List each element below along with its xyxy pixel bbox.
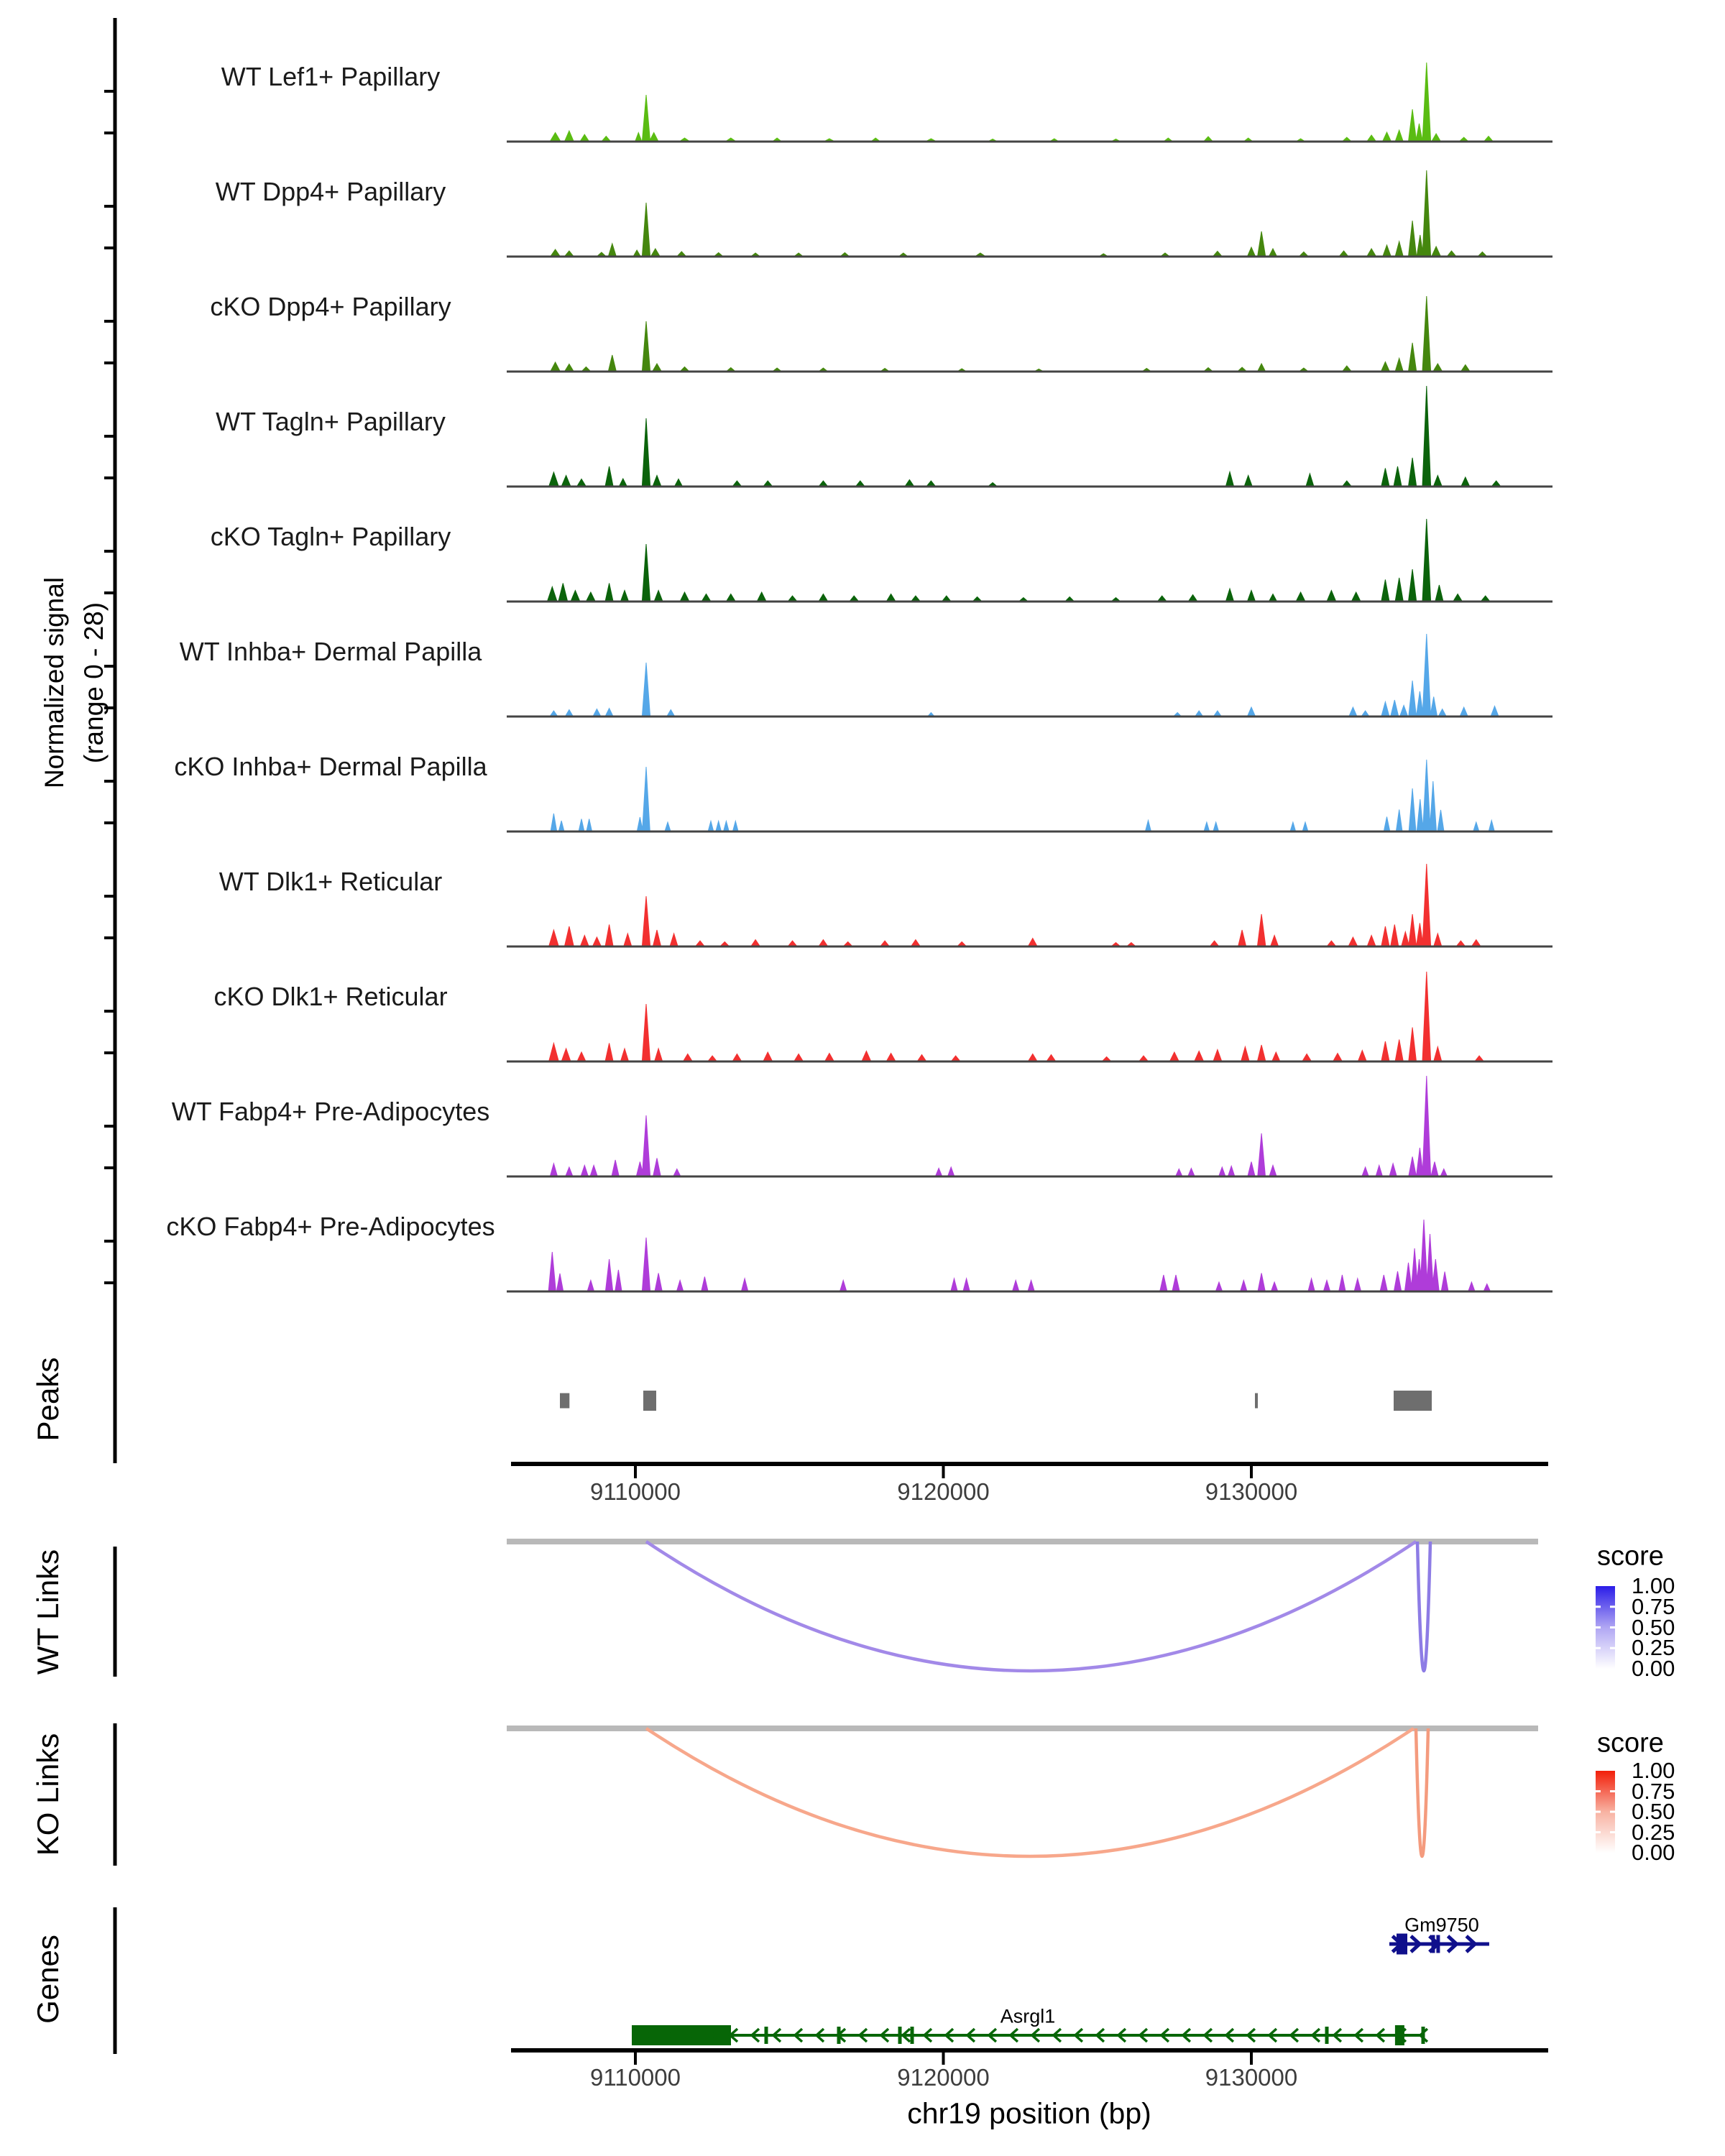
- coverage-track-wt-inhba-dermal-papilla: [507, 634, 1552, 717]
- ruler-tick-label-bottom-0: 9110000: [589, 2064, 681, 2091]
- gene-exon-tick: [765, 2027, 768, 2044]
- track-label-wt-dpp4-papillary: WT Dpp4+ Papillary: [215, 177, 446, 206]
- gene-exon-box: [632, 2025, 731, 2045]
- ko-score-tick-0.25: 0.25: [1632, 1820, 1675, 1845]
- y-axis-label-line1: Normalized signal: [40, 576, 69, 789]
- ruler-tick-label-bottom-1: 9120000: [897, 2064, 990, 2091]
- track-label-cko-tagln-papillary: cKO Tagln+ Papillary: [210, 522, 451, 551]
- links-arcs: [507, 1542, 1538, 1856]
- wt-score-tick-0.25: 0.25: [1632, 1635, 1675, 1660]
- coverage-track-cko-dpp4-papillary: [507, 296, 1552, 372]
- gene-label-gm9750: Gm9750: [1404, 1914, 1479, 1936]
- ko-score-tick-0.00: 0.00: [1632, 1840, 1675, 1865]
- signal-area: [507, 296, 1552, 372]
- link-arc: [646, 1542, 1416, 1671]
- track-label-wt-dlk1-reticular: WT Dlk1+ Reticular: [218, 867, 443, 896]
- track-label-cko-inhba-dermal-papilla: cKO Inhba+ Dermal Papilla: [174, 752, 487, 781]
- section-label-wt-links: WT Links: [31, 1549, 65, 1675]
- section-label-peaks: Peaks: [31, 1357, 65, 1442]
- signal-area: [507, 1076, 1552, 1176]
- track-label-cko-dlk1-reticular: cKO Dlk1+ Reticular: [213, 982, 448, 1011]
- peak-box: [560, 1393, 569, 1409]
- score-legend-bars: [1596, 1586, 1615, 1853]
- ko-score-tick-0.75: 0.75: [1632, 1779, 1675, 1804]
- x-axis-title: chr19 position (bp): [907, 2096, 1151, 2130]
- coverage-track-wt-fabp4-pre-adipocytes: [507, 1076, 1552, 1176]
- link-arc: [1417, 1542, 1430, 1671]
- track-label-wt-inhba-dermal-papilla: WT Inhba+ Dermal Papilla: [179, 637, 482, 666]
- peak-box: [1255, 1393, 1258, 1409]
- signal-area: [507, 386, 1552, 487]
- wt-score-tick-0.75: 0.75: [1632, 1594, 1675, 1619]
- signal-area: [507, 1220, 1552, 1291]
- wt-score-legend-title: score: [1597, 1541, 1664, 1572]
- ruler-tick-label-top-1: 9120000: [897, 1478, 990, 1505]
- gene-model-gm9750: [1389, 1934, 1489, 1955]
- peak-box: [1394, 1391, 1432, 1411]
- link-arc: [646, 1728, 1414, 1856]
- coverage-track-cko-dlk1-reticular: [507, 972, 1552, 1061]
- gene-exon-tick: [911, 2027, 914, 2044]
- gene-model-asrgl1: [632, 2025, 1427, 2045]
- section-label-genes: Genes: [31, 1935, 65, 2024]
- signal-area: [507, 170, 1552, 257]
- wt-score-tick-0.50: 0.50: [1632, 1615, 1675, 1640]
- signal-area: [507, 63, 1552, 142]
- signal-area: [507, 634, 1552, 717]
- track-label-wt-tagln-papillary: WT Tagln+ Papillary: [216, 407, 446, 436]
- ko-score-legend-title: score: [1597, 1728, 1664, 1759]
- wt-links-panel: [507, 1542, 1538, 1671]
- ko-score-tick-0.50: 0.50: [1632, 1799, 1675, 1824]
- coverage-track-cko-inhba-dermal-papilla: [507, 760, 1552, 831]
- coverage-track-wt-lef1-papillary: [507, 63, 1552, 142]
- section-brackets: [104, 18, 115, 2054]
- signal-area: [507, 972, 1552, 1061]
- coverage-tracks: [507, 63, 1552, 1291]
- track-label-cko-fabp4-pre-adipocytes: cKO Fabp4+ Pre-Adipocytes: [166, 1212, 495, 1241]
- wt-score-gradient-bar: [1596, 1586, 1615, 1669]
- coverage-track-cko-fabp4-pre-adipocytes: [507, 1220, 1552, 1291]
- ruler-tick-label-bottom-2: 9130000: [1205, 2064, 1298, 2091]
- track-label-wt-lef1-papillary: WT Lef1+ Papillary: [221, 62, 441, 91]
- signal-area: [507, 519, 1552, 602]
- peak-box: [643, 1391, 656, 1411]
- signal-area: [507, 760, 1552, 831]
- gene-label-asrgl1: Asrgl1: [1000, 2005, 1056, 2027]
- gene-models: [632, 1934, 1489, 2046]
- ko-links-panel: [507, 1728, 1538, 1856]
- ruler-tick-label-top-0: 9110000: [589, 1478, 681, 1505]
- ko-score-tick-1.00: 1.00: [1632, 1758, 1675, 1783]
- coverage-track-wt-tagln-papillary: [507, 386, 1552, 487]
- section-label-ko-links: KO Links: [31, 1733, 65, 1856]
- wt-score-tick-1.00: 1.00: [1632, 1573, 1675, 1598]
- track-label-wt-fabp4-pre-adipocytes: WT Fabp4+ Pre-Adipocytes: [171, 1097, 490, 1126]
- gene-exon-tick: [1325, 2027, 1329, 2044]
- ko-score-gradient-bar: [1596, 1771, 1615, 1853]
- coverage-track-wt-dpp4-papillary: [507, 170, 1552, 257]
- ruler-tick-label-top-2: 9130000: [1205, 1478, 1298, 1505]
- wt-score-tick-0.00: 0.00: [1632, 1656, 1675, 1681]
- track-label-cko-dpp4-papillary: cKO Dpp4+ Papillary: [210, 292, 451, 321]
- link-arc: [1416, 1728, 1428, 1856]
- coverage-track-wt-dlk1-reticular: [507, 864, 1552, 946]
- coverage-track-cko-tagln-papillary: [507, 519, 1552, 602]
- peaks-track: [560, 1391, 1432, 1411]
- y-axis-label-line2: (range 0 - 28): [79, 602, 109, 764]
- signal-area: [507, 864, 1552, 946]
